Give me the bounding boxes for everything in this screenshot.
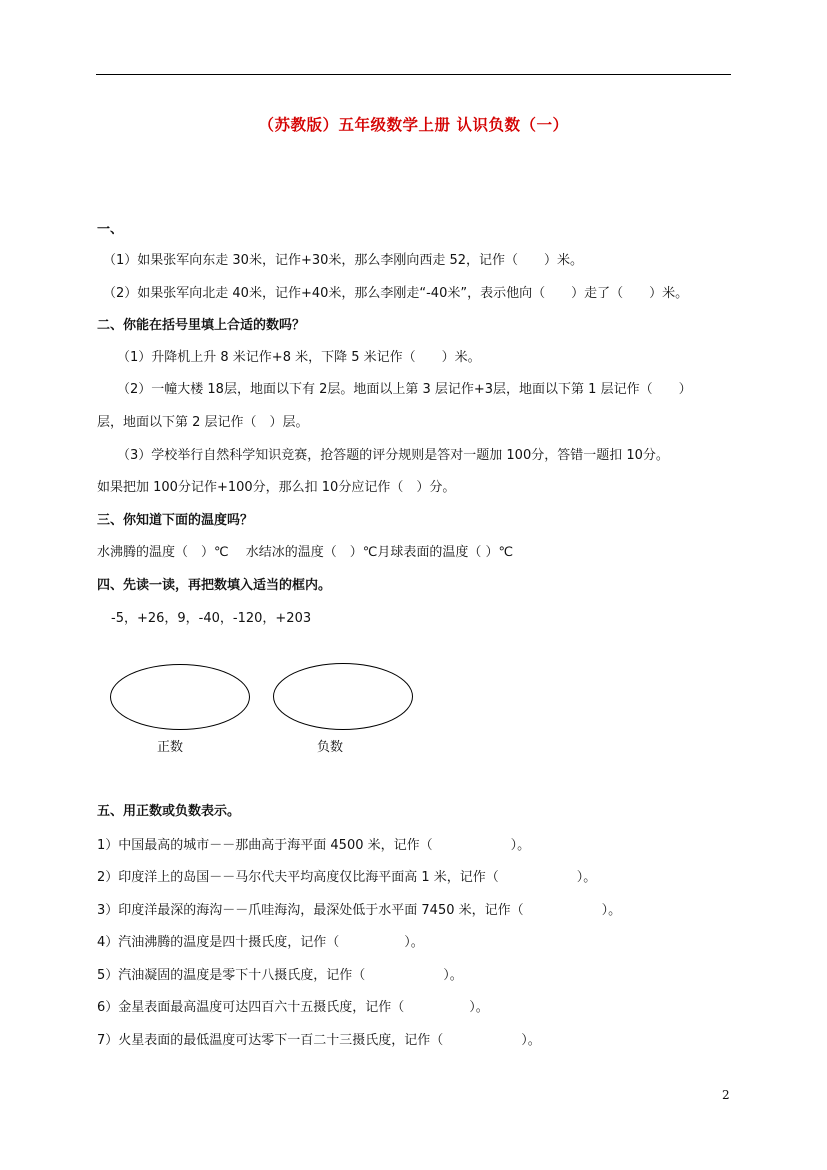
negative-number-box: [273, 663, 413, 730]
section2-question-3-line1: （3）学校举行自然科学知识竞赛，抢答题的评分规则是答对一题加 100分，答错一题扣 10分。: [117, 448, 669, 463]
section2-question-2-line1: （2）一幢大楼 18层，地面以下有 2层。地面以上第 3 层记作+3层，地面以下第 1 层记作（ ）: [117, 382, 692, 397]
section5-item: 5）汽油凝固的温度是零下十八摄氏度，记作（ ）。: [97, 968, 463, 983]
section5-item: 7）火星表面的最低温度可达零下一百二十三摄氏度，记作（ ）。: [97, 1033, 541, 1048]
section5-item: 3）印度洋最深的海沟－－爪哇海沟，最深处低于水平面 7450 米，记作（ ）。: [97, 903, 622, 918]
section2-question-1: （1）升降机上升 8 米记作+8 米，下降 5 米记作（ ）米。: [117, 350, 481, 365]
section1-question-2: （2）如果张军向北走 40米，记作+40米，那么李刚走“-40米”，表示他向（ ）走了（ ）米。: [103, 286, 689, 301]
section2-question-3-line2: 如果把加 100分记作+100分，那么扣 10分应记作（ ）分。: [97, 480, 456, 495]
section5-item: 6）金星表面最高温度可达四百六十五摄氏度，记作（ ）。: [97, 1000, 489, 1015]
positive-label: 正数: [157, 740, 184, 755]
section2-heading: 二、你能在括号里填上合适的数吗？: [97, 318, 306, 333]
section5-item: 4）汽油沸腾的温度是四十摄氏度，记作（ ）。: [97, 935, 424, 950]
section3-temperatures: 水沸腾的温度（ ）℃ 水结冰的温度（ ）℃月球表面的温度（ ）℃: [97, 545, 514, 560]
document-title: （苏教版）五年级数学上册 认识负数（一）: [258, 116, 569, 134]
section5-item: 1）中国最高的城市－－那曲高于海平面 4500 米，记作（ ）。: [97, 838, 531, 853]
page-number: 2: [722, 1088, 730, 1102]
positive-number-box: [110, 664, 250, 730]
header-rule: [96, 74, 731, 75]
number-list: -5，+26，9，-40，-120，+203: [111, 611, 312, 626]
section4-heading: 四、先读一读，再把数填入适当的框内。: [97, 578, 332, 593]
section5-heading: 五、用正数或负数表示。: [97, 804, 241, 819]
section1-question-1: （1）如果张军向东走 30米，记作+30米，那么李刚向西走 52，记作（ ）米。: [103, 253, 584, 268]
section5-item: 2）印度洋上的岛国－－马尔代夫平均高度仅比海平面高 1 米，记作（ ）。: [97, 870, 597, 885]
negative-label: 负数: [317, 740, 344, 755]
section3-heading: 三、你知道下面的温度吗？: [97, 513, 254, 528]
section2-question-2-line2: 层，地面以下第 2 层记作（ ）层。: [97, 415, 309, 430]
section1-heading: 一、: [97, 222, 124, 237]
